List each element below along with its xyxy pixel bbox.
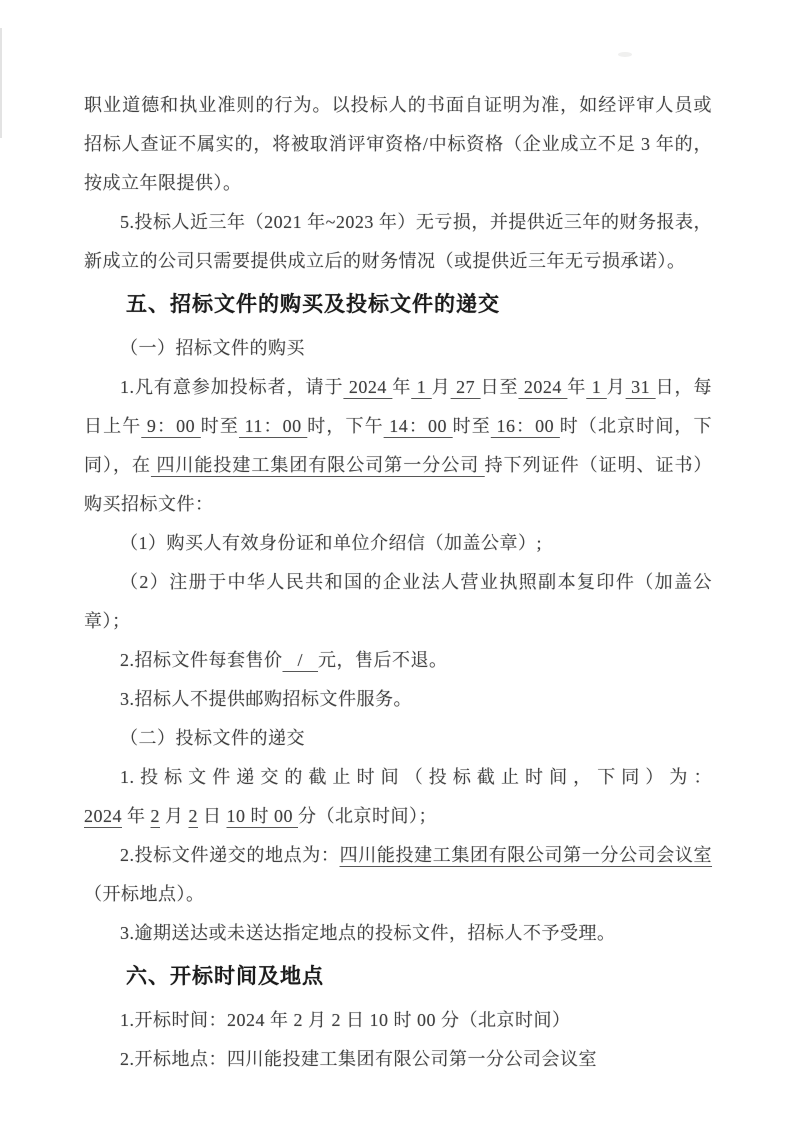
para-cert-1: [84, 524, 712, 563]
para-cert-2: [84, 563, 712, 641]
para-open-time: [84, 1001, 712, 1040]
text-run: 职业道德和执业准则的行为。以投标人的书面自证明为准，如经评审人员或招标人查证不属实的，将被取消评审资格/中标资格（企业成立不足 3 年的，按成立年限提供）。: [84, 95, 712, 193]
underlined-text: 10 时 00: [226, 806, 298, 826]
underlined-text: 四川能投建工集团有限公司第一分公司会议室: [339, 845, 713, 865]
text-run: （2）注册于中华人民共和国的企业法人营业执照副本复印件（加盖公章）；: [84, 572, 712, 631]
para-purchase-1: [84, 368, 712, 524]
text-run: 分（北京时间）；: [298, 806, 437, 826]
text-run: 1.投标文件递交的截止时间（投标截止时间，下同）为：: [120, 767, 712, 787]
text-run: 五、招标文件的购买及投标文件的递交: [126, 293, 500, 316]
para-purchase-3-no-mail: [84, 680, 712, 719]
text-run: 3.招标人不提供邮购招标文件服务。: [120, 689, 412, 709]
para-item5-no-loss: [84, 203, 712, 281]
text-run: 月: [160, 806, 189, 826]
text-run: 5.投标人近三年（2021 年~2023 年）无亏损，并提供近三年的财务报表，新成立的公司只需要提供成立后的财务情况（或提供近三年无亏损承诺）。: [84, 212, 712, 271]
scan-artifact-left-edge: [0, 28, 2, 138]
document-body: [84, 86, 712, 1079]
underlined-text: 1: [411, 377, 432, 397]
text-run: 日至: [480, 377, 519, 397]
text-run: 时至: [200, 416, 239, 436]
text-run: （二）投标文件的递交: [120, 728, 305, 748]
text-run: （开标地点）。: [84, 884, 205, 904]
text-run: 元，售后不退。: [318, 650, 448, 670]
underlined-text: 四川能投建工集团有限公司第一分公司: [150, 455, 485, 475]
text-run: 六、开标时间及地点: [126, 965, 324, 988]
text-run: （1）购买人有效身份证和单位介绍信（加盖公章）;: [120, 533, 542, 553]
text-run: 1.凡有意参加投标者，请于: [120, 377, 344, 397]
subsection-1-title: [84, 329, 712, 368]
underlined-text: 2024: [343, 377, 393, 397]
underlined-text: 1: [586, 377, 607, 397]
text-run: 时（北京时间，下同），在: [84, 416, 713, 475]
para-continuation-ethics: [84, 86, 712, 203]
subsection-2-title: [84, 719, 712, 758]
section-6-heading: [84, 953, 712, 1001]
text-run: 年: [567, 377, 587, 397]
text-run: （一）招标文件的购买: [120, 338, 305, 358]
text-run: 2.开标地点：四川能投建工集团有限公司第一分公司会议室: [120, 1049, 597, 1069]
text-run: 月: [606, 377, 626, 397]
scan-artifact-smudge: [618, 52, 632, 57]
underlined-text: 2024: [518, 377, 568, 397]
para-purchase-2-price: [84, 641, 712, 680]
text-run: 持下列证件（证明、证书）购买招标文件：: [84, 455, 713, 514]
para-submit-2-place: [84, 836, 712, 914]
underlined-text: 14：00: [383, 416, 453, 436]
text-run: 2.招标文件每套售价: [120, 650, 283, 670]
underlined-text: 2: [188, 806, 198, 826]
underlined-text: 2024: [84, 806, 122, 826]
text-run: 2.投标文件递交的地点为：: [120, 845, 340, 865]
text-run: 时至: [452, 416, 491, 436]
para-submit-3-late: [84, 914, 712, 953]
underlined-text: 16：00: [490, 416, 560, 436]
underlined-text: 31: [625, 377, 656, 397]
para-submit-1-deadline: [84, 758, 712, 836]
text-run: 年: [122, 806, 151, 826]
underlined-text: 11：00: [238, 416, 308, 436]
text-run: 日，每日上午: [84, 377, 712, 436]
text-run: 3.逾期送达或未送达指定地点的投标文件，招标人不予受理。: [120, 923, 616, 943]
underlined-text: 2: [150, 806, 160, 826]
underlined-text: /: [282, 650, 319, 670]
text-run: 时，下午: [307, 416, 384, 436]
text-run: 月: [431, 377, 451, 397]
text-run: 日: [198, 806, 227, 826]
section-5-heading: [84, 281, 712, 329]
text-run: 1.开标时间：2024 年 2 月 2 日 10 时 00 分（北京时间）: [120, 1010, 571, 1030]
text-run: 年: [392, 377, 412, 397]
underlined-text: 27: [450, 377, 481, 397]
para-open-place: [84, 1040, 712, 1079]
underlined-text: 9：00: [141, 416, 201, 436]
